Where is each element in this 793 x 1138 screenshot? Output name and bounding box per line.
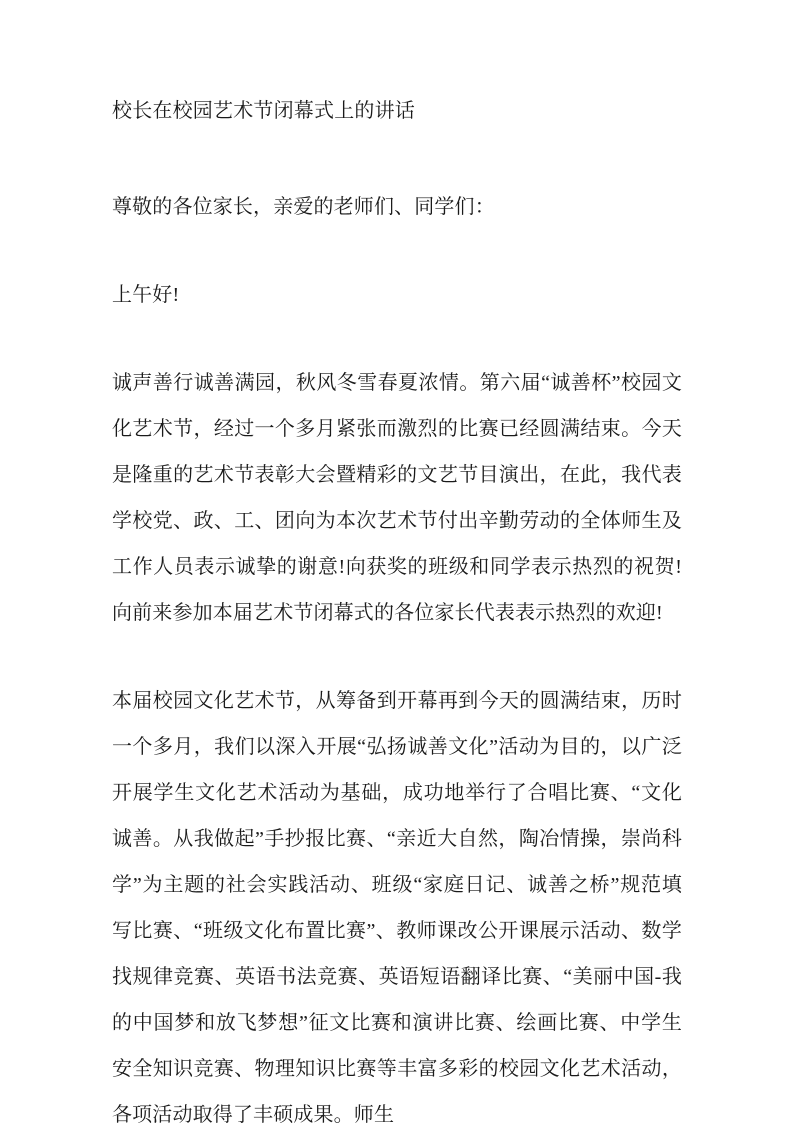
spacer-greeting (112, 318, 682, 360)
paragraph-greeting: 上午好! (112, 284, 180, 306)
paragraph-body-1: 诚声善行诚善满园，秋风冬雪春夏浓情。第六届“诚善杯”校园文化艺术节，经过一个多月紧张而激烈的比赛已经圆满结束。今天是隆重的艺术节表彰大会暨精彩的文艺节目演出，在此，我代表学校党、政、工、团向为本次艺术节付出辛勤劳动的全体师生及工作人员表示诚挚的谢意!向获奖的班级和同学表示热烈的祝贺!向前来参加本届艺术节闭幕式的各位家长代表表示热烈的欢迎! (112, 372, 682, 624)
page-title: 校长在校园艺术节闭幕式上的讲话 (112, 100, 415, 122)
paragraph-salutation: 尊敬的各位家长，亲爱的老师们、同学们： (112, 196, 495, 218)
document-text-column (112, 96, 682, 1138)
spacer-salutation (112, 230, 682, 272)
spacer-body-1 (112, 636, 682, 678)
paragraph-body-2: 本届校园文化艺术节，从筹备到开幕再到今天的圆满结束，历时一个多月，我们以深入开展“弘扬诚善文化”活动为目的，以广泛开展学生文化艺术活动为基础，成功地举行了合唱比赛、“文化诚善。从我做起”手抄报比赛、“亲近大自然，陶冶情操，崇尚科学”为主题的社会实践活动、班级“家庭日记、诚善之桥”规范填写比赛、“班级文化布置比赛”、教师课改公开课展示活动、数学找规律竞赛、英语书法竞赛、英语短语翻译比赛、“美丽中国-我的中国梦和放飞梦想”征文比赛和演讲比赛、绘画比赛、中学生安全知识竞赛、物理知识比赛等丰富多彩的校园文化艺术活动，各项活动取得了丰硕成果。师生 (112, 690, 682, 1126)
spacer-title (112, 126, 682, 184)
